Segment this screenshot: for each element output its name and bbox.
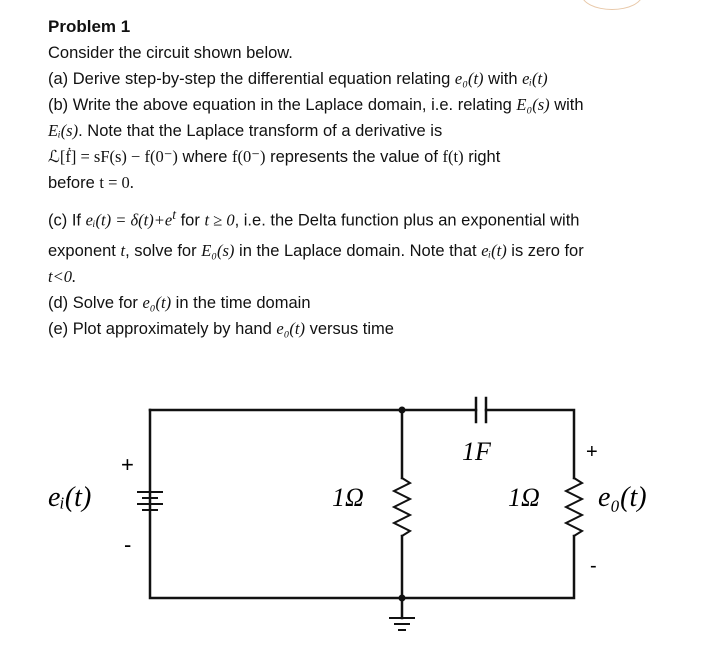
ei-symbol: eᵢ(t) <box>522 69 548 88</box>
wire-right-bottom <box>402 536 574 598</box>
wire-top-right <box>486 410 574 478</box>
resistor-right <box>566 478 582 536</box>
f0-symbol: f(0⁻) <box>232 147 266 166</box>
part-a-text: (a) Derive step-by-step the differential equation relating <box>48 70 455 88</box>
junction-top <box>399 407 406 414</box>
exp-superscript: t <box>172 207 177 222</box>
part-b-tail: . Note that the Laplace transform of a derivative is <box>78 122 443 140</box>
part-d-tail: in the time domain <box>171 293 311 312</box>
part-c-tail: , i.e. the Delta function plus an exponential with <box>234 211 580 230</box>
resistor-middle <box>394 478 410 536</box>
source-minus: - <box>124 532 132 557</box>
ei-symbol: eᵢ(t) <box>85 210 112 230</box>
ft-symbol: f(t) <box>442 147 464 166</box>
note-text: in the Laplace domain. Note that <box>234 241 482 260</box>
part-b-text: (b) Write the above equation in the Laplace domain, i.e. relating <box>48 96 517 114</box>
eo-symbol: e₀(t) <box>454 69 484 88</box>
t-condition: t ≥ 0 <box>204 210 235 230</box>
t-lt-0: t<0. <box>48 266 77 286</box>
part-d-text: (d) Solve for <box>48 293 143 312</box>
Eo-s-symbol: E₀(s) <box>201 240 235 260</box>
source-plus: + <box>121 452 134 477</box>
eo-symbol: e₀(t) <box>276 318 306 338</box>
r1-label: 1Ω <box>332 483 364 512</box>
part-c-if: (c) If <box>48 211 86 230</box>
eo-symbol: e₀(t) <box>142 292 172 312</box>
laplace-formula: ℒ[ḟ] = sF(s) − f(0⁻) <box>48 147 178 166</box>
t-symbol: t <box>120 240 126 260</box>
Ei-s-symbol: Eᵢ(s) <box>48 121 79 140</box>
part-e-text: (e) Plot approximately by hand <box>48 319 277 338</box>
where-text: where <box>177 148 233 166</box>
before-text: before <box>48 174 100 192</box>
r2-label: 1Ω <box>508 483 540 512</box>
part-e-tail: versus time <box>305 319 394 338</box>
t-eq-0: t = 0. <box>99 173 134 192</box>
source-label: eᵢ(t) <box>48 482 92 513</box>
cap-label: 1F <box>462 437 491 466</box>
problem-title: Problem 1 <box>48 17 131 36</box>
out-plus: + <box>586 441 598 463</box>
Eo-s-symbol: E₀(s) <box>516 95 550 114</box>
for-text: for <box>176 211 205 230</box>
out-label: e₀(t) <box>598 482 647 513</box>
solve-text: , solve for <box>125 241 202 260</box>
right-text: right <box>463 148 501 166</box>
out-minus: - <box>590 555 597 577</box>
ei-symbol: eᵢ(t) <box>481 240 507 260</box>
part-a-with: with <box>483 70 523 88</box>
junction-bottom <box>399 595 406 602</box>
wire-left <box>150 410 402 598</box>
part-b-with: with <box>549 96 584 114</box>
problem-intro: Consider the circuit shown below. <box>48 44 293 62</box>
exponent-text: exponent <box>48 241 121 260</box>
represents-text: represents the value of <box>265 148 443 166</box>
zero-text: is zero for <box>506 241 584 260</box>
delta-expr: = δ(t)+e <box>111 210 173 230</box>
